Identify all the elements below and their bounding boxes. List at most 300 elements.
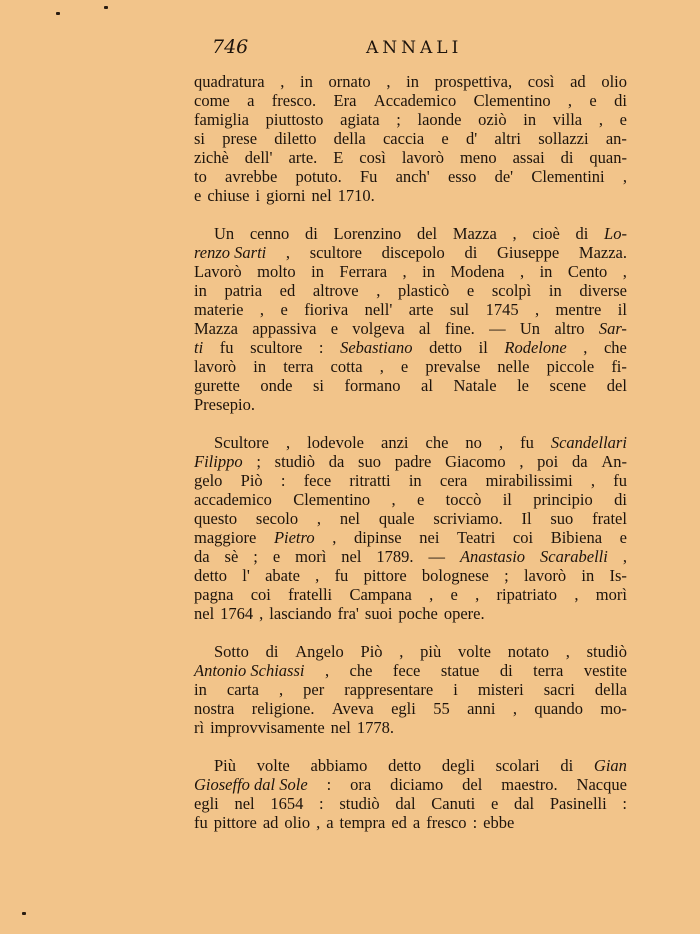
word: di: [499, 661, 513, 680]
word: di: [614, 91, 627, 110]
word: Filippo: [194, 452, 243, 471]
word: sollazzi: [538, 129, 589, 148]
word: ,: [622, 262, 627, 281]
word: il: [502, 490, 512, 509]
word: il: [478, 338, 488, 357]
text-line: [194, 756, 627, 775]
word: di: [265, 642, 279, 661]
text-line: [194, 509, 627, 528]
word: Il: [521, 509, 532, 528]
word: Campana: [349, 585, 412, 604]
word: ,: [279, 680, 284, 699]
word: e: [619, 528, 627, 547]
word: in: [194, 680, 207, 699]
word: in: [548, 281, 562, 300]
word: gelo: [194, 471, 223, 490]
word: plasticò: [397, 281, 450, 300]
word: ,: [622, 547, 627, 566]
word: egli: [391, 699, 416, 718]
word: to: [194, 167, 207, 186]
word: appassiva: [252, 319, 317, 338]
word: nel: [311, 186, 332, 205]
word: ,: [512, 699, 517, 718]
word: nell': [364, 300, 393, 319]
word: dell': [244, 148, 273, 167]
word: volte: [256, 756, 290, 775]
word: anni: [467, 699, 496, 718]
word: ,: [574, 585, 579, 604]
paragraph: [194, 642, 627, 737]
word: dal: [513, 794, 535, 813]
text-line: [194, 319, 627, 338]
word: Scarabelli: [540, 547, 608, 566]
word: fratelli: [288, 585, 333, 604]
text-line: [194, 794, 627, 813]
word: scriviamo.: [433, 509, 503, 528]
word: cotta: [330, 357, 363, 376]
word: Giacomo: [445, 452, 506, 471]
word: laonde: [417, 110, 462, 129]
text-line: [194, 490, 627, 509]
word: Antonio Schiassi: [194, 661, 305, 680]
word: fece: [303, 471, 332, 490]
text-line: [194, 680, 627, 699]
word: Scandellari: [550, 433, 627, 452]
word: Angelo: [295, 642, 344, 661]
scan-speck: [56, 12, 60, 15]
word: avrebbe: [225, 167, 278, 186]
word: ,: [583, 338, 588, 357]
text-line: [194, 281, 627, 300]
word: Cento: [567, 262, 608, 281]
word: maggiore: [194, 528, 257, 547]
text-line: [194, 186, 627, 205]
word: Mazza: [452, 224, 497, 243]
word: principio: [533, 490, 593, 509]
text-line: [194, 395, 627, 414]
text-line: [194, 243, 627, 262]
word: di: [560, 756, 574, 775]
word: i: [255, 186, 261, 205]
word: E: [333, 148, 344, 167]
word: più: [420, 642, 442, 661]
word: il: [617, 300, 627, 319]
word: scene: [549, 376, 587, 395]
word: in: [539, 262, 553, 281]
word: rì: [194, 718, 205, 737]
word: al: [418, 319, 431, 338]
word: e: [490, 794, 499, 813]
word: —: [489, 319, 506, 338]
word: sè: [224, 547, 239, 566]
word: e: [441, 129, 449, 148]
word: Bibiena: [550, 528, 603, 547]
text-line: [194, 167, 627, 186]
text-line: [194, 528, 627, 547]
word: ,: [316, 813, 321, 832]
word: ,: [567, 91, 573, 110]
text-line: [194, 585, 627, 604]
text-body: [194, 72, 627, 851]
word: Modena: [450, 262, 505, 281]
word: fioriva: [304, 300, 349, 319]
word: ,: [379, 357, 384, 376]
word: Mazza.: [578, 243, 627, 262]
word: an-: [605, 129, 627, 148]
word: mentre: [555, 300, 602, 319]
text-line: [194, 547, 627, 566]
word: ,: [280, 72, 285, 91]
word: ebbe: [483, 813, 515, 832]
word: padre: [394, 452, 432, 471]
word: Fu: [359, 167, 378, 186]
text-line: [194, 718, 627, 737]
word: terra: [533, 661, 564, 680]
word: in: [422, 262, 435, 281]
word: le: [517, 376, 529, 395]
word: in: [194, 281, 207, 300]
word: maestro.: [501, 775, 558, 794]
word: egli: [194, 794, 219, 813]
word: morì: [595, 585, 627, 604]
text-line: [194, 813, 627, 832]
word: ed: [391, 813, 407, 832]
word: ,: [565, 642, 570, 661]
word: lavorò: [194, 357, 237, 376]
word: in: [253, 357, 267, 376]
word: che: [603, 338, 627, 357]
word: ,: [386, 72, 391, 91]
word: del: [462, 775, 483, 794]
word: Mazza: [194, 319, 238, 338]
word: di: [464, 243, 478, 262]
word: secolo: [255, 509, 299, 528]
word: ,: [286, 433, 291, 452]
word: Rodelone: [504, 338, 567, 357]
word: Piò: [240, 471, 263, 490]
word: fratel: [592, 509, 627, 528]
word: cera: [439, 471, 468, 490]
word: e: [400, 357, 409, 376]
word: cenno: [249, 224, 290, 243]
word: ,: [519, 262, 525, 281]
word: lasciando: [269, 604, 332, 623]
word: i: [453, 680, 458, 699]
word: :: [622, 794, 627, 813]
word: ,: [332, 528, 337, 547]
word: ,: [259, 300, 265, 319]
word: prevalse: [425, 357, 481, 376]
word: così: [527, 72, 555, 91]
word: Gioseffo dal Sole: [194, 775, 308, 794]
word: de': [494, 167, 514, 186]
word: piccole: [546, 357, 595, 376]
word: ,: [519, 452, 524, 471]
word: 1764: [220, 604, 254, 623]
word: An-: [601, 452, 627, 471]
word: villa: [552, 110, 583, 129]
word: oziò: [478, 110, 507, 129]
word: coi: [250, 585, 271, 604]
word: della: [594, 680, 627, 699]
word: fine.: [445, 319, 475, 338]
word: a: [412, 813, 421, 832]
word: Teatri: [457, 528, 496, 547]
word: nel: [194, 604, 215, 623]
word: famiglia: [194, 110, 249, 129]
word: ,: [512, 224, 517, 243]
word: nelle: [497, 357, 530, 376]
word: lodevole: [307, 433, 364, 452]
word: bolognese: [421, 566, 489, 585]
word: Più: [214, 756, 237, 775]
word: accademico: [194, 490, 272, 509]
word: fu: [219, 338, 234, 357]
word: altro: [554, 319, 585, 338]
word: in: [581, 566, 595, 585]
word: Canuti: [431, 794, 476, 813]
word: ,: [475, 585, 480, 604]
word: ,: [498, 433, 504, 452]
word: 55: [433, 699, 450, 718]
text-line: [194, 661, 627, 680]
word: quando: [534, 699, 583, 718]
word: Clementino: [473, 91, 551, 110]
word: ,: [598, 110, 603, 129]
word: zichè: [194, 148, 229, 167]
word: 1778.: [356, 718, 394, 737]
word: nel: [341, 547, 362, 566]
word: pittore: [213, 813, 257, 832]
word: ,: [324, 661, 330, 680]
word: pittore: [363, 566, 407, 585]
word: statue: [440, 661, 480, 680]
word: in: [523, 110, 537, 129]
word: abbiamo: [310, 756, 368, 775]
word: sacri: [543, 680, 575, 699]
word: 1654: [270, 794, 304, 813]
word: ,: [285, 243, 291, 262]
word: olio: [284, 813, 311, 832]
word: ornato: [328, 72, 371, 91]
word: d': [465, 129, 478, 148]
word: coi: [512, 528, 534, 547]
word: scultore: [309, 243, 362, 262]
word: Un: [519, 319, 541, 338]
word: :: [472, 813, 478, 832]
word: diciamo: [390, 775, 444, 794]
word: si: [312, 376, 324, 395]
word: ,: [429, 585, 434, 604]
word: Pietro: [273, 528, 315, 547]
word: Pasinelli: [549, 794, 607, 813]
word: prospettiva,: [434, 72, 513, 91]
word: ora: [350, 775, 372, 794]
word: :: [318, 338, 324, 357]
text-line: [194, 91, 627, 110]
word: caccia: [382, 129, 425, 148]
paragraph: [194, 433, 627, 623]
text-line: [194, 471, 627, 490]
word: volte: [458, 642, 492, 661]
word: quadratura: [194, 72, 265, 91]
word: Gian: [593, 756, 627, 775]
word: ;: [504, 566, 509, 585]
word: Ferrara: [339, 262, 388, 281]
word: altrove: [312, 281, 359, 300]
paragraph: [194, 224, 627, 414]
word: lavorò: [401, 148, 444, 167]
word: quan-: [589, 148, 627, 167]
word: ;: [253, 547, 258, 566]
text-line: [194, 775, 627, 794]
word: Era: [333, 91, 357, 110]
word: detto: [194, 566, 227, 585]
word: gurette: [194, 376, 240, 395]
word: fu: [194, 813, 208, 832]
word: terra: [283, 357, 314, 376]
word: assai: [512, 148, 545, 167]
word: al: [421, 376, 433, 395]
word: fu: [334, 566, 349, 585]
word: :: [326, 775, 332, 794]
word: misteri: [477, 680, 524, 699]
running-title: ANNALI: [366, 38, 463, 58]
word: l': [242, 566, 250, 585]
text-line: [194, 566, 627, 585]
word: meno: [459, 148, 497, 167]
text-line: [194, 224, 627, 243]
word: Scultore: [214, 433, 269, 452]
word: fece: [392, 661, 421, 680]
word: di: [560, 148, 574, 167]
word: ,: [590, 471, 596, 490]
word: ,: [316, 509, 322, 528]
word: discepolo: [381, 243, 445, 262]
word: Lo-: [604, 224, 627, 243]
word: mo-: [600, 699, 627, 718]
word: potuto.: [295, 167, 342, 186]
word: chiuse: [207, 186, 250, 205]
word: :: [319, 794, 324, 813]
word: da: [572, 452, 588, 471]
word: ad: [262, 813, 279, 832]
word: nostra: [194, 699, 235, 718]
word: patria: [224, 281, 263, 300]
word: Accademico: [373, 91, 457, 110]
word: studiò: [586, 642, 627, 661]
word: e: [589, 91, 597, 110]
word: in: [311, 262, 324, 281]
word: da: [194, 547, 210, 566]
word: in: [406, 72, 419, 91]
scan-speck: [22, 912, 26, 915]
word: Piò: [360, 642, 383, 661]
word: Natale: [453, 376, 497, 395]
word: della: [333, 129, 366, 148]
word: a: [326, 813, 334, 832]
word: tempra: [339, 813, 386, 832]
word: e: [280, 300, 288, 319]
word: esso: [447, 167, 477, 186]
word: ripatriato: [496, 585, 558, 604]
text-line: [194, 262, 627, 281]
word: studiò: [339, 794, 380, 813]
word: agiata: [340, 110, 380, 129]
text-line: [194, 452, 627, 471]
word: detto: [429, 338, 463, 357]
word: no: [465, 433, 482, 452]
word: scolari: [495, 756, 540, 775]
page-header: [0, 36, 700, 60]
word: toccò: [445, 490, 482, 509]
text-line: [194, 338, 627, 357]
word: anzi: [381, 433, 409, 452]
word: volgeva: [352, 319, 405, 338]
word: ;: [256, 452, 261, 471]
word: così: [359, 148, 386, 167]
word: Anastasio: [459, 547, 526, 566]
word: materie: [194, 300, 244, 319]
scan-speck: [104, 6, 108, 9]
word: Presepio.: [194, 395, 255, 414]
word: fresco: [426, 813, 467, 832]
word: e: [450, 585, 458, 604]
word: mirabilissimi: [485, 471, 573, 490]
word: anch': [395, 167, 430, 186]
word: prese: [222, 129, 258, 148]
word: Lavorò: [194, 262, 242, 281]
word: e: [466, 281, 475, 300]
word: si: [194, 129, 206, 148]
word: :: [280, 471, 286, 490]
word: degli: [441, 756, 475, 775]
word: del: [416, 224, 438, 243]
word: abate: [265, 566, 300, 585]
word: fu: [520, 433, 534, 452]
word: nel: [339, 509, 361, 528]
word: e: [272, 547, 281, 566]
word: notato: [507, 642, 550, 661]
word: vestite: [583, 661, 627, 680]
word: —: [428, 547, 445, 566]
word: olio: [601, 72, 627, 91]
word: ,: [315, 566, 320, 585]
word: cioè: [532, 224, 560, 243]
word: Sebastiano: [340, 338, 413, 357]
word: e: [619, 110, 627, 129]
word: Giuseppe: [496, 243, 560, 262]
text-line: [194, 148, 627, 167]
word: ed: [279, 281, 296, 300]
word: Aveva: [331, 699, 374, 718]
word: ;: [396, 110, 401, 129]
word: per: [303, 680, 325, 699]
text-line: [194, 129, 627, 148]
word: e: [416, 490, 425, 509]
word: fu: [613, 471, 627, 490]
text-line: [194, 642, 627, 661]
word: religione.: [251, 699, 315, 718]
text-line: [194, 357, 627, 376]
word: diverse: [579, 281, 627, 300]
text-line: [194, 300, 627, 319]
word: altri: [494, 129, 521, 148]
word: e: [194, 186, 202, 205]
word: pagna: [194, 585, 234, 604]
word: di: [614, 490, 627, 509]
word: poi: [537, 452, 559, 471]
